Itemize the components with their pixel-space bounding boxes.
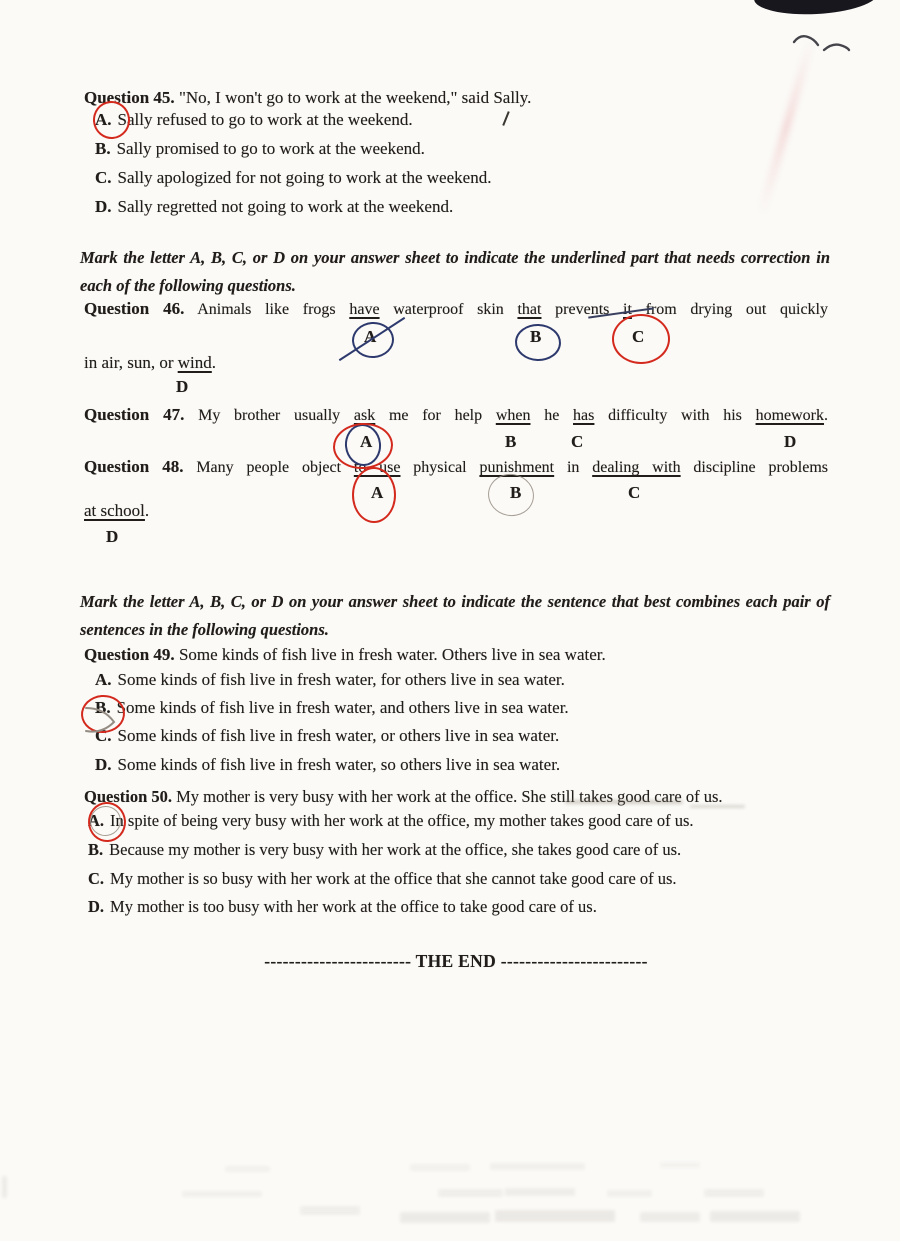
option-text: Some kinds of fish live in fresh water, for others live in sea water. — [117, 670, 565, 689]
bleedthrough-smudge — [410, 1164, 470, 1171]
correction-letter-b: B — [510, 483, 522, 502]
question-45-stem — [84, 84, 828, 113]
question-50-text: My mother is very busy with her work at the office. She still takes good care of us. — [176, 787, 723, 806]
bleedthrough-smudge — [300, 1206, 360, 1215]
question-48-letter-row — [84, 483, 828, 507]
question-49-option-c — [95, 726, 835, 746]
option-letter: A. — [95, 110, 112, 129]
option-letter: A. — [95, 670, 112, 689]
red-circle-annotation-q48-a — [352, 467, 396, 523]
stem-text-part: in air, sun, or — [84, 353, 178, 372]
blue-circle-annotation-q46-b — [514, 323, 561, 362]
question-46-letter-row-d — [84, 377, 828, 401]
option-letter: B. — [95, 698, 111, 717]
question-46-letter-row — [84, 327, 828, 351]
correction-letter-b: B — [505, 432, 517, 451]
question-46-label: Question 46. — [84, 299, 185, 318]
pencil-stroke-annotation-q49 — [78, 700, 122, 738]
stem-text-part: homework — [755, 407, 825, 424]
bleedthrough-smudge — [704, 1189, 764, 1197]
stem-text-part: have — [349, 301, 380, 318]
option-letter: B. — [88, 840, 104, 859]
stem-text-part: me for help — [375, 407, 496, 424]
bleedthrough-smudge — [225, 1166, 270, 1172]
stem-text-part: prevents — [541, 301, 624, 318]
pencil-underline-smudge-q50 — [565, 800, 683, 804]
option-text: Some kinds of fish live in fresh water, or others live in sea water. — [117, 726, 560, 745]
correction-letter-c: C — [632, 327, 645, 346]
pen-squiggle-annotation-2 — [822, 41, 851, 54]
correction-letter-c: C — [571, 432, 584, 451]
question-46-stem — [84, 299, 828, 319]
bleedthrough-smudge — [182, 1191, 262, 1197]
question-47-letter-row — [84, 432, 828, 456]
question-48-stem — [84, 457, 828, 477]
stem-text-part: physical — [400, 459, 480, 476]
scan-edge-mark-artifact — [2, 1176, 7, 1198]
instruction-combine: Mark the letter A, B, C, or D on your answer sheet to indicate the sentence that best combines each pair of sentences in the following questions. — [80, 592, 830, 639]
stem-text-part: waterproof skin — [379, 301, 518, 318]
stem-text-part: . — [824, 407, 829, 424]
correction-letter-a: A — [360, 432, 373, 451]
question-49-stem — [84, 641, 828, 670]
option-letter: A. — [88, 811, 105, 830]
red-circle-annotation-q46-c — [612, 314, 670, 364]
bleedthrough-smudge — [640, 1212, 700, 1222]
correction-letter-d: D — [176, 377, 189, 396]
question-49-label: Question 49. — [84, 645, 175, 664]
question-50-option-d — [88, 897, 828, 917]
stem-text-part: wind — [177, 353, 212, 372]
stem-text-part: it — [623, 301, 632, 318]
question-47-label: Question 47. — [84, 405, 185, 424]
bleedthrough-smudge — [495, 1210, 615, 1222]
question-46-text — [197, 301, 828, 318]
option-text: My mother is too busy with her work at the office to take good care of us. — [110, 897, 597, 916]
option-letter: D. — [95, 197, 112, 216]
option-letter: C. — [95, 168, 112, 187]
option-letter: B. — [95, 139, 111, 158]
question-48-label: Question 48. — [84, 457, 184, 476]
option-text: Because my mother is very busy with her work at the office, she takes good care of us. — [109, 840, 682, 859]
correction-letter-d: D — [106, 527, 119, 546]
stem-text-part: ask — [353, 407, 376, 424]
option-letter: D. — [88, 897, 105, 916]
stem-text-part: Animals like frogs — [197, 301, 350, 318]
question-49-option-b — [95, 698, 835, 718]
stem-text-part: from drying out quickly — [631, 301, 828, 318]
option-letter: D. — [95, 755, 112, 774]
option-text: Some kinds of fish live in fresh water, and others live in sea water. — [116, 698, 569, 717]
scan-corner-blob-artifact — [753, 0, 879, 17]
question-47-stem — [84, 405, 828, 425]
option-text: Some kinds of fish live in fresh water, so others live in sea water. — [117, 755, 561, 774]
stem-text-part: punishment — [479, 459, 555, 476]
option-text: Sally apologized for not going to work at the weekend. — [117, 168, 492, 187]
stem-text-part: at school — [84, 501, 145, 520]
instruction-correction: Mark the letter A, B, C, or D on your answer sheet to indicate the underlined part that needs correction in each of the following questions. — [80, 248, 830, 295]
question-49-option-d — [95, 755, 835, 775]
question-45-label: Question 45. — [84, 88, 175, 107]
question-50-option-a — [88, 811, 828, 831]
pencil-circle-annotation-q48-b — [485, 470, 538, 519]
question-45-text: "No, I won't go to work at the weekend," said Sally. — [178, 88, 532, 107]
question-48-letter-row-d — [84, 527, 828, 551]
correction-letter-a: A — [364, 327, 377, 346]
bleedthrough-smudge — [607, 1190, 652, 1197]
question-50-option-c — [88, 869, 828, 889]
question-47-text — [198, 407, 828, 424]
the-end-line: ------------------------ THE END ------------------------ — [264, 951, 648, 971]
correction-letter-b: B — [530, 327, 542, 346]
stem-text-part: in — [554, 459, 593, 476]
option-text: Sally promised to go to work at the weekend. — [116, 139, 425, 158]
option-text: Sally regretted not going to work at the weekend. — [117, 197, 454, 216]
question-45-option-c — [95, 168, 835, 188]
option-letter: C. — [95, 726, 112, 745]
stem-text-part: he — [530, 407, 574, 424]
stem-text-part: dealing with — [592, 459, 681, 476]
stem-text-part: that — [517, 301, 542, 318]
option-text: My mother is so busy with her work at the office that she cannot take good care of us. — [110, 869, 677, 888]
option-letter: C. — [88, 869, 105, 888]
question-49-option-a — [95, 670, 835, 690]
question-45-option-b — [95, 139, 835, 159]
option-text: In spite of being very busy with her work at the office, my mother takes good care of us. — [110, 811, 694, 830]
stem-text-part: when — [495, 407, 531, 424]
question-50-option-b — [88, 840, 828, 860]
correction-letter-d: D — [784, 432, 797, 451]
bleedthrough-smudge — [490, 1163, 585, 1170]
option-text: Sally refused to go to work at the weekend. — [117, 110, 413, 129]
bleedthrough-smudge — [438, 1189, 503, 1197]
stem-text-part: difficulty with his — [594, 407, 756, 424]
question-49-text: Some kinds of fish live in fresh water. Others live in sea water. — [178, 645, 606, 664]
bleedthrough-smudge — [660, 1162, 700, 1168]
bleedthrough-smudge — [710, 1211, 800, 1222]
stem-text-part: has — [573, 407, 595, 424]
correction-letter-a: A — [371, 483, 384, 502]
correction-letter-c: C — [628, 483, 641, 502]
question-45-option-a — [95, 110, 835, 130]
pencil-underline-smudge-q50-2 — [690, 805, 745, 808]
question-48-stem-line2 — [84, 501, 149, 521]
bleedthrough-smudge — [400, 1212, 490, 1223]
stem-text-part: . — [144, 501, 150, 520]
stem-text-part: Many people object — [196, 459, 354, 476]
question-45-option-d — [95, 197, 835, 217]
question-50-label: Question 50. — [84, 787, 173, 806]
stem-text-part: to use — [353, 459, 401, 476]
stem-text-part: . — [211, 353, 216, 372]
stem-text-part: My brother usually — [198, 407, 354, 424]
stem-text-part: discipline problems — [680, 459, 828, 476]
question-46-stem-line2 — [84, 353, 216, 373]
bleedthrough-smudge — [505, 1188, 575, 1196]
